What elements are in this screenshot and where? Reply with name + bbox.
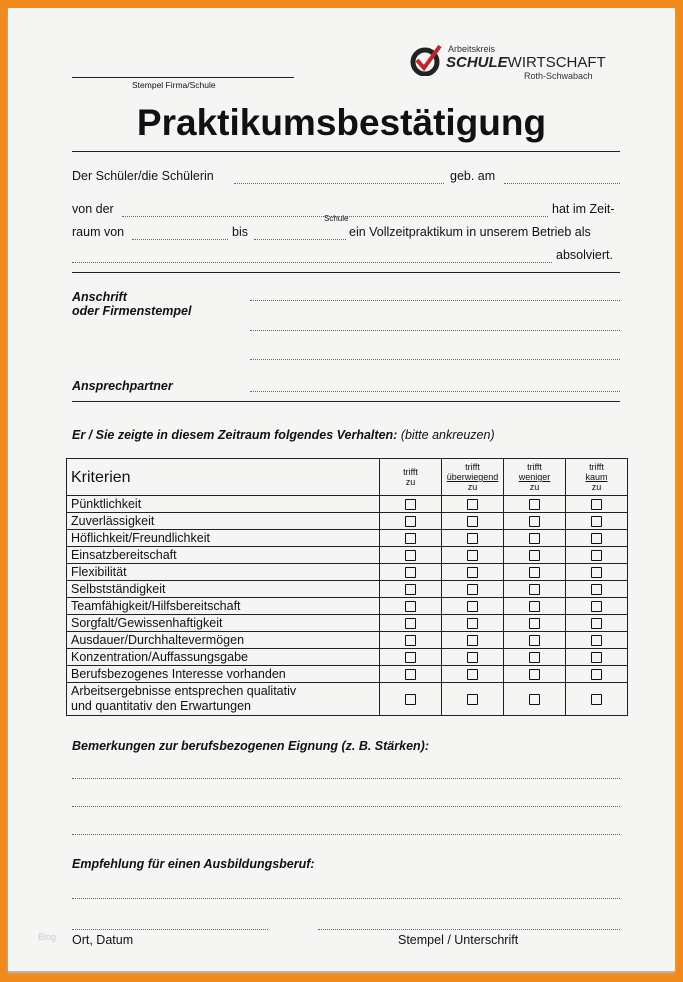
checkbox-cell [504,530,566,547]
checkbox-cell [566,496,628,513]
place-date-field[interactable] [72,929,268,930]
student-label: Der Schüler/die Schülerin [72,169,214,183]
logo-sub: Roth-Schwabach [524,71,593,81]
col-header [380,459,442,496]
checkbox[interactable] [591,635,602,646]
period-from-label: raum von [72,225,125,239]
checkbox-cell [566,649,628,666]
table-row [67,581,628,598]
checkbox[interactable] [591,584,602,595]
criterion-label: Teamfähigkeit/Hilfsbereitschaft [67,598,380,615]
checkbox[interactable] [591,550,602,561]
checkbox[interactable] [405,584,416,595]
col-header [566,459,628,496]
checkbox[interactable] [467,618,478,629]
checkbox[interactable] [467,567,478,578]
checkbox-cell [504,615,566,632]
criterion-label: Selbstständigkeit [67,581,380,598]
address-field-2[interactable] [250,330,620,331]
checkbox-cell [566,683,628,716]
criterion-label: Flexibilität [67,564,380,581]
checkbox-cell [380,496,442,513]
table-row [67,632,628,649]
checkbox-cell [566,564,628,581]
address-label: Anschrift [72,290,127,304]
col-bottom: zu [529,482,540,492]
checkbox-cell [380,581,442,598]
checkbox[interactable] [467,635,478,646]
watermark: Blog [38,932,57,942]
checkbox-cell [442,632,504,649]
criterion-label: Einsatzbereitschaft [67,547,380,564]
table-row [67,649,628,666]
checkbox-cell [504,547,566,564]
checkbox-cell [442,581,504,598]
checkbox[interactable] [591,652,602,663]
col-mid: überwiegend [446,472,499,482]
checkbox-cell [380,547,442,564]
checkbox-cell [442,530,504,547]
criterion-label [67,683,380,716]
checkbox[interactable] [405,550,416,561]
checkbox-cell [566,581,628,598]
table-row [67,683,628,716]
checkbox-cell [504,598,566,615]
checkbox[interactable] [591,669,602,680]
checkbox-cell [380,598,442,615]
born-field[interactable] [504,183,620,184]
checkbox[interactable] [529,584,540,595]
stamp-line [72,77,294,78]
remarks-field-2[interactable] [72,806,620,807]
col-bottom: zu [591,482,602,492]
checkbox-cell [380,683,442,716]
checkbox[interactable] [529,499,540,510]
checkbox-cell [380,564,442,581]
checkbox-cell [504,683,566,716]
contact-field[interactable] [250,391,620,392]
checkbox[interactable] [529,669,540,680]
checkbox[interactable] [591,694,602,705]
page-title: Praktikumsbestätigung [136,102,547,143]
checkbox[interactable] [405,516,416,527]
checkbox-cell [504,666,566,683]
checkbox-cell [380,649,442,666]
stamp-signature-label: Stempel / Unterschrift [398,933,519,947]
period-label: hat im Zeit- [552,202,615,216]
checkbox[interactable] [529,652,540,663]
col-mid: kaum [585,472,608,482]
school-from-label: von der [72,202,114,216]
checkbox-cell [442,513,504,530]
checkbox-cell [504,513,566,530]
checkbox-cell [504,496,566,513]
table-row [67,666,628,683]
criterion-label: Zuverlässigkeit [67,513,380,530]
document-page [8,8,675,971]
address-label-2: oder Firmenstempel [72,304,192,318]
checkbox[interactable] [467,550,478,561]
address-field-3[interactable] [250,359,620,360]
criterion-line-1: Arbeitsergebnisse entsprechen qualitativ [71,684,297,698]
col-bottom: zu [405,477,416,487]
remarks-field-3[interactable] [72,834,620,835]
checkbox-cell [380,632,442,649]
period-from-field[interactable] [132,239,228,240]
behavior-heading: Er / Sie zeigte in diesem Zeitraum folgendes Verhalten: [72,428,398,442]
checkbox[interactable] [467,533,478,544]
contact-label: Ansprechpartner [72,379,173,393]
checkbox[interactable] [529,516,540,527]
criterion-label: Berufsbezogenes Interesse vorhanden [67,666,380,683]
recommendation-field[interactable] [72,898,620,899]
checkmark-logo-icon [410,42,444,76]
checkbox-cell [442,666,504,683]
checkbox[interactable] [405,618,416,629]
col-bottom: zu [467,482,478,492]
checkbox-cell [442,564,504,581]
col-header [504,459,566,496]
checkbox-cell [380,615,442,632]
table-row [67,496,628,513]
checkbox-cell [504,564,566,581]
checkbox[interactable] [591,601,602,612]
table-row [67,598,628,615]
checkbox-cell [566,513,628,530]
checkbox[interactable] [405,499,416,510]
checkbox[interactable] [467,516,478,527]
col-top: trifft [465,462,480,472]
col-top: trifft [589,462,604,472]
criterion-label: Konzentration/Auffassungsgabe [67,649,380,666]
table-row [67,615,628,632]
born-label: geb. am [450,169,496,183]
checkbox[interactable] [591,567,602,578]
checkbox[interactable] [467,669,478,680]
checkbox-cell [504,581,566,598]
checkbox-cell [442,598,504,615]
criterion-label: Pünktlichkeit [67,496,380,513]
checkbox[interactable] [591,618,602,629]
checkbox[interactable] [529,533,540,544]
checkbox[interactable] [405,567,416,578]
recommendation-heading: Empfehlung für einen Ausbildungsberuf: [72,857,315,871]
remarks-heading: Bemerkungen zur berufsbezogenen Eignung (z. B. Stärken): [72,739,429,753]
col-mid: weniger [518,472,551,482]
logo-wirtschaft: WIRTSCHAFT [507,54,606,71]
checkbox-cell [442,683,504,716]
table-row [67,530,628,547]
behavior-hint: (bitte ankreuzen) [400,428,495,442]
checkbox-cell [442,615,504,632]
logo-schule: SCHULE [446,54,508,71]
checkbox[interactable] [529,635,540,646]
checkbox[interactable] [529,694,540,705]
checkbox-cell [504,632,566,649]
table-row [67,564,628,581]
checkbox[interactable] [405,533,416,544]
checkbox-cell [566,666,628,683]
completed-label: absolviert. [556,248,613,262]
checkbox-cell [380,666,442,683]
criteria-header: Kriterien [67,459,380,496]
occupation-field[interactable] [72,262,552,263]
checkbox[interactable] [405,694,416,705]
checkbox-cell [442,649,504,666]
internship-label: ein Vollzeitpraktikum in unserem Betrieb als [349,225,591,239]
criterion-line-2: und quantitativ den Erwartungen [71,699,251,713]
logo [410,42,606,81]
remarks-field-1[interactable] [72,778,620,779]
checkbox[interactable] [405,652,416,663]
checkbox[interactable] [529,618,540,629]
checkbox[interactable] [467,601,478,612]
checkbox[interactable] [529,550,540,561]
checkbox-cell [380,513,442,530]
checkbox-cell [442,496,504,513]
criterion-label: Ausdauer/Durchhaltevermögen [67,632,380,649]
school-caption: Schule [324,214,349,223]
checkbox[interactable] [529,567,540,578]
checkbox[interactable] [405,601,416,612]
checkbox-cell [442,547,504,564]
checkbox[interactable] [467,499,478,510]
criterion-label: Sorgfalt/Gewissenhaftigkeit [67,615,380,632]
checkbox[interactable] [405,669,416,680]
checkbox[interactable] [591,499,602,510]
checkbox[interactable] [467,652,478,663]
address-field-1[interactable] [250,300,620,301]
period-until-field[interactable] [254,239,346,240]
signature-field[interactable] [318,929,620,930]
place-date-label: Ort, Datum [72,933,134,947]
checkbox[interactable] [591,516,602,527]
col-header [442,459,504,496]
checkbox-cell [566,632,628,649]
checkbox[interactable] [591,533,602,544]
table-row [67,547,628,564]
checkbox[interactable] [467,694,478,705]
until-label: bis [232,225,248,239]
table-row [67,513,628,530]
student-field[interactable] [234,183,444,184]
col-top: trifft [527,462,542,472]
criteria-table [66,458,628,716]
stamp-label: Stempel Firma/Schule [132,80,216,90]
checkbox[interactable] [467,584,478,595]
checkbox-cell [566,530,628,547]
checkbox[interactable] [405,635,416,646]
logo-small-text: Arbeitskreis [448,44,496,54]
checkbox-cell [566,598,628,615]
checkbox-cell [380,530,442,547]
checkbox[interactable] [529,601,540,612]
checkbox-cell [566,615,628,632]
col-top: trifft [403,467,418,477]
checkbox-cell [504,649,566,666]
criterion-label: Höflichkeit/Freundlichkeit [67,530,380,547]
checkbox-cell [566,547,628,564]
